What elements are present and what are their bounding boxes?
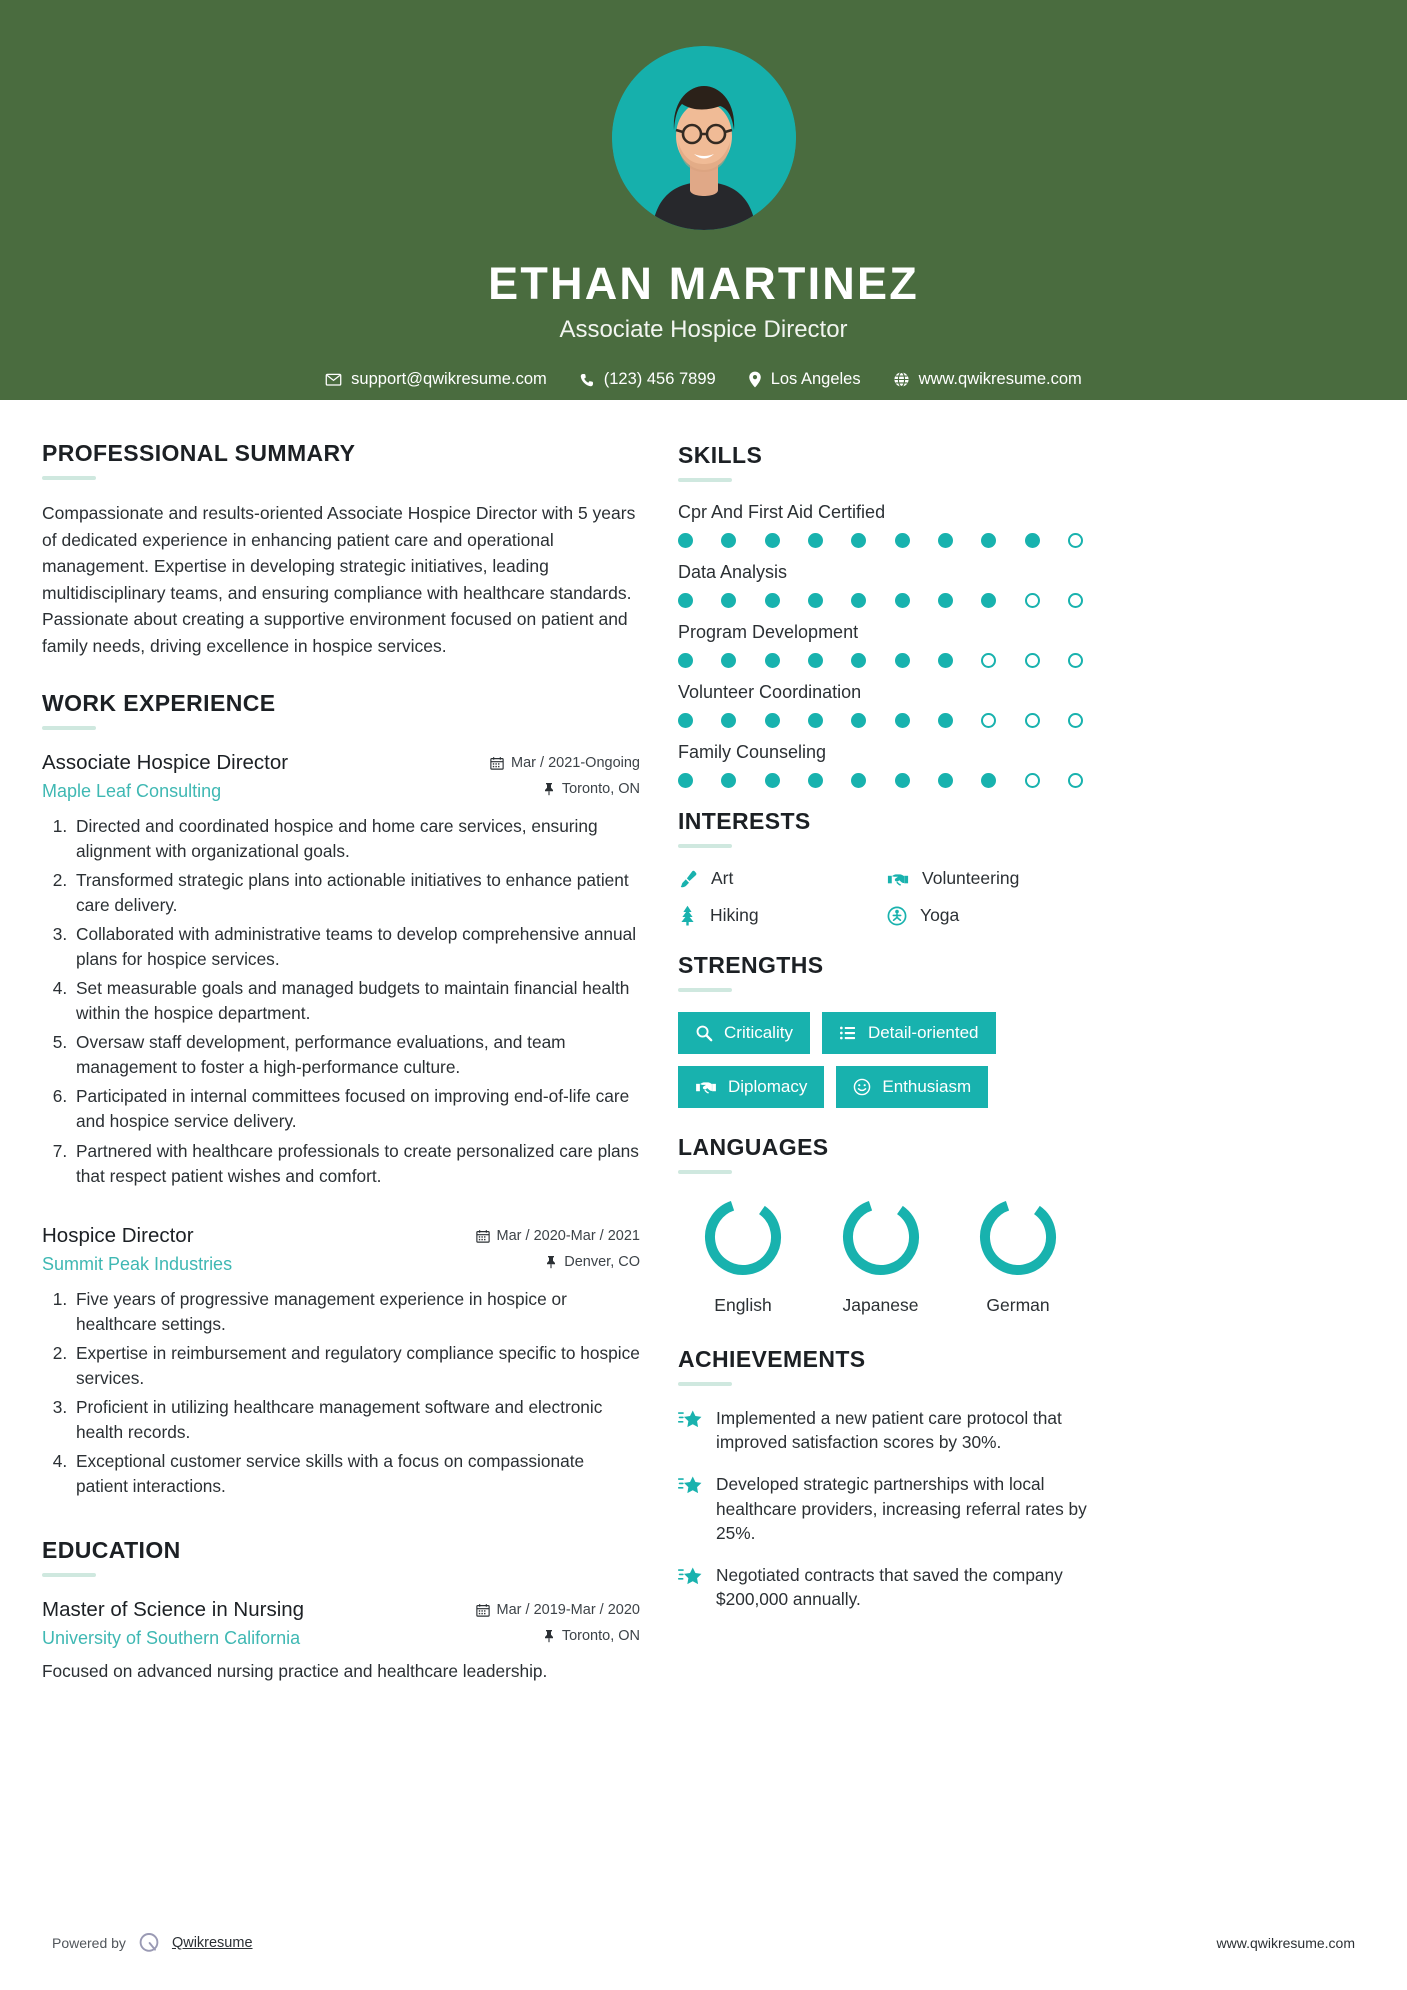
powered-by-label: Powered by — [52, 1935, 126, 1951]
strength-label: Criticality — [724, 1023, 793, 1042]
languages-list — [678, 1194, 1083, 1316]
bullet-item: 6. Participated in internal committees focused on improving end-of-life care and hospice service delivery. — [72, 1084, 640, 1134]
job-bullets — [42, 1287, 640, 1500]
contact-website[interactable] — [877, 370, 1098, 389]
skill-dot-empty — [1068, 713, 1083, 728]
language-progress-ring — [838, 1194, 924, 1280]
skill-name: Data Analysis — [678, 562, 788, 582]
skill-dot-filled — [851, 713, 866, 728]
achievements-heading: ACHIEVEMENTS — [678, 1346, 866, 1372]
strength-diplomacy[interactable] — [678, 1066, 824, 1108]
section-skills — [678, 442, 1088, 788]
language-item — [816, 1194, 946, 1316]
skill-dot-empty — [1025, 773, 1040, 788]
qwikresume-logo-icon — [136, 1930, 162, 1956]
location-pin-icon — [748, 371, 762, 388]
bullet-item: 4. Exceptional customer service skills with a focus on compassionate patient interactions. — [72, 1449, 640, 1499]
section-rule — [678, 988, 732, 992]
strength-label: Diplomacy — [728, 1077, 808, 1096]
education-meta — [476, 1597, 640, 1644]
skill-dot-filled — [808, 593, 823, 608]
contact-location[interactable] — [732, 370, 877, 389]
skill-dot-empty — [1025, 653, 1040, 668]
job-header — [42, 1223, 640, 1275]
job-location — [490, 781, 640, 797]
language-item — [678, 1194, 808, 1316]
skill-dot-filled — [721, 653, 736, 668]
section-rule — [42, 1573, 96, 1577]
smiley-icon — [853, 1078, 871, 1096]
skill-rating — [678, 593, 1083, 608]
language-progress-ring — [975, 1194, 1061, 1280]
skill-dot-filled — [981, 773, 996, 788]
bullet-item: 1. Five years of progressive management experience in hospice or healthcare settings. — [72, 1287, 640, 1337]
calendar-icon — [490, 756, 504, 770]
skill-dot-filled — [938, 773, 953, 788]
bullet-item: 3. Proficient in utilizing healthcare management software and electronic health records. — [72, 1395, 640, 1445]
education-entry — [42, 1597, 640, 1684]
globe-icon — [893, 371, 910, 388]
avatar-photo-icon — [612, 46, 796, 230]
skill-dot-filled — [678, 773, 693, 788]
languages-heading: LANGUAGES — [678, 1134, 829, 1160]
strength-enthusiasm[interactable] — [836, 1066, 988, 1108]
skill-name: Family Counseling — [678, 742, 827, 762]
bullet-item: 1. Directed and coordinated hospice and home care services, ensuring alignment with organizational goals. — [72, 814, 640, 864]
achievement-text: Developed strategic partnerships with local healthcare providers, increasing referral rates by 25%. — [716, 1474, 1087, 1543]
skill-dot-filled — [938, 533, 953, 548]
section-professional-summary — [42, 440, 640, 660]
contact-phone-value: (123) 456 7899 — [603, 370, 716, 388]
handshake-icon — [887, 869, 909, 889]
list-icon — [839, 1024, 857, 1042]
skill-dot-filled — [895, 653, 910, 668]
avatar — [612, 46, 796, 230]
job-dates-value: Mar / 2021-Ongoing — [511, 754, 640, 771]
skill-dot-filled — [765, 653, 780, 668]
contact-website-value: www.qwikresume.com — [918, 370, 1082, 388]
job-identity — [42, 1223, 232, 1275]
section-work-experience — [42, 690, 640, 1500]
skill-dot-empty — [1068, 533, 1083, 548]
skill-dot-filled — [808, 713, 823, 728]
job-location-value: Denver, CO — [564, 1253, 640, 1270]
skill-rating — [678, 533, 1083, 548]
skill-dot-filled — [765, 533, 780, 548]
language-item — [953, 1194, 1083, 1316]
language-progress-ring — [700, 1194, 786, 1280]
education-degree: Master of Science in Nursing — [42, 1598, 305, 1622]
skill-rating — [678, 653, 1083, 668]
left-column — [42, 440, 640, 1684]
job-dates — [476, 1228, 640, 1244]
yoga-icon — [887, 906, 907, 926]
skill-dot-filled — [721, 533, 736, 548]
skill-dot-empty — [1068, 593, 1083, 608]
contact-location-value: Los Angeles — [770, 370, 861, 388]
pushpin-icon — [543, 782, 555, 796]
skill-dot-filled — [981, 593, 996, 608]
skill-dot-empty — [1068, 773, 1083, 788]
skill-dot-filled — [678, 593, 693, 608]
achievement-text: Negotiated contracts that saved the company $200,000 annually. — [716, 1565, 1063, 1610]
pushpin-icon — [545, 1255, 557, 1269]
job-location-value: Toronto, ON — [561, 780, 640, 797]
job-role: Associate Hospice Director — [42, 750, 289, 774]
strength-detail-oriented[interactable] — [822, 1012, 996, 1054]
job-company: Maple Leaf Consulting — [42, 780, 222, 801]
achievement-item — [678, 1563, 1088, 1611]
skill-rating — [678, 773, 1083, 788]
skill-dot-filled — [938, 593, 953, 608]
skills-list — [678, 502, 1088, 788]
summary-heading: PROFESSIONAL SUMMARY — [42, 440, 356, 466]
skill-dot-filled — [851, 653, 866, 668]
section-rule — [678, 1382, 732, 1386]
page-footer — [0, 1930, 1407, 1956]
education-school: University of Southern California — [42, 1628, 301, 1649]
footer-url: www.qwikresume.com — [1216, 1935, 1355, 1951]
powered-by — [52, 1930, 253, 1956]
job-meta — [476, 1223, 640, 1270]
education-header — [42, 1597, 640, 1649]
job-dates-value: Mar / 2020-Mar / 2021 — [496, 1227, 640, 1244]
skill-name: Volunteer Coordination — [678, 682, 862, 702]
bullet-item: 4. Set measurable goals and managed budgets to maintain financial health within the hospice department. — [72, 976, 640, 1026]
header-job-title: Associate Hospice Director — [559, 316, 848, 343]
strength-label: Enthusiasm — [882, 1077, 972, 1096]
section-rule — [678, 478, 732, 482]
education-identity — [42, 1597, 304, 1649]
section-education — [42, 1537, 640, 1684]
skill-dot-filled — [981, 533, 996, 548]
skill-dot-filled — [721, 593, 736, 608]
paintbrush-icon — [678, 869, 698, 889]
job-dates — [490, 755, 640, 771]
education-dates — [476, 1602, 640, 1618]
skill-dot-filled — [765, 773, 780, 788]
shooting-star-icon — [678, 1566, 702, 1588]
section-rule — [678, 1170, 732, 1174]
skill-dot-filled — [895, 713, 910, 728]
skill-dot-empty — [981, 653, 996, 668]
job-identity — [42, 750, 288, 802]
skill-dot-filled — [851, 533, 866, 548]
interest-item — [678, 868, 879, 889]
bullet-item: 5. Oversaw staff development, performance evaluations, and team management to foster a high-performance culture. — [72, 1030, 640, 1080]
skill-dot-filled — [765, 713, 780, 728]
skill-dot-filled — [895, 533, 910, 548]
skill-item — [678, 562, 1088, 608]
education-location — [476, 1628, 640, 1644]
section-strengths — [678, 952, 1088, 1108]
shooting-star-icon — [678, 1409, 702, 1431]
strength-label: Detail-oriented — [867, 1023, 979, 1042]
resume-header — [0, 0, 1407, 400]
skill-item — [678, 502, 1088, 548]
section-rule — [42, 726, 96, 730]
phone-icon — [579, 372, 595, 388]
skill-dot-filled — [895, 593, 910, 608]
language-name: English — [714, 1295, 772, 1315]
bullet-item: 2. Transformed strategic plans into actionable initiatives to enhance patient care delivery. — [72, 868, 640, 918]
skill-dot-filled — [678, 713, 693, 728]
education-description: Focused on advanced nursing practice and healthcare leadership. — [42, 1661, 548, 1682]
section-interests — [678, 808, 1088, 926]
bullet-item: 7. Partnered with healthcare professionals to create personalized care plans that respect patient wishes and comfort. — [72, 1139, 640, 1189]
section-rule — [678, 844, 732, 848]
skill-dot-filled — [851, 593, 866, 608]
strengths-heading: STRENGTHS — [678, 952, 824, 978]
interest-item — [678, 905, 879, 926]
skill-dot-filled — [808, 773, 823, 788]
job-role: Hospice Director — [42, 1223, 194, 1247]
email-icon — [325, 371, 342, 388]
education-dates-value: Mar / 2019-Mar / 2020 — [496, 1602, 640, 1619]
bullet-item: 3. Collaborated with administrative teams to develop comprehensive annual plans for hospice services. — [72, 922, 640, 972]
skill-dot-empty — [1025, 713, 1040, 728]
skill-item — [678, 742, 1088, 788]
job-meta — [490, 750, 640, 797]
job-header — [42, 750, 640, 802]
skill-dot-filled — [851, 773, 866, 788]
qwikresume-link[interactable]: Qwikresume — [171, 1935, 253, 1951]
contact-email-value: support@qwikresume.com — [351, 370, 547, 388]
interest-item — [887, 868, 1088, 889]
calendar-icon — [476, 1229, 490, 1243]
calendar-icon — [476, 1603, 490, 1617]
language-name: Japanese — [842, 1295, 919, 1315]
magnifier-icon — [695, 1024, 713, 1042]
education-location-value: Toronto, ON — [561, 1628, 640, 1645]
skill-dot-filled — [938, 653, 953, 668]
language-name: German — [986, 1295, 1050, 1315]
interest-item — [887, 905, 1088, 926]
skill-dot-filled — [808, 533, 823, 548]
education-heading: EDUCATION — [42, 1537, 181, 1564]
summary-text: Compassionate and results-oriented Associate Hospice Director with 5 years of dedicated experience in enhancing patient care and operational management. Expertise in developing strategic initiatives, leading multidisciplinary teams, and ensuring compliance with healthcare standards. Passionate about creating a supportive environment focused on patient and family needs, driving excellence in hospice services. — [42, 503, 636, 656]
skill-dot-filled — [808, 653, 823, 668]
section-rule — [42, 476, 96, 480]
skill-item — [678, 622, 1088, 668]
skill-dot-filled — [678, 533, 693, 548]
interest-label: Hiking — [710, 905, 759, 925]
skills-heading: SKILLS — [678, 442, 763, 468]
contact-email[interactable] — [309, 370, 563, 389]
handshake-icon — [695, 1078, 717, 1096]
achievement-item — [678, 1406, 1088, 1454]
skill-dot-empty — [981, 713, 996, 728]
skill-dot-empty — [1068, 653, 1083, 668]
right-column — [678, 440, 1088, 1684]
job-location — [476, 1254, 640, 1270]
strength-criticality[interactable] — [678, 1012, 810, 1054]
contact-row — [0, 370, 1407, 389]
skill-item — [678, 682, 1088, 728]
achievement-text: Implemented a new patient care protocol that improved satisfaction scores by 30%. — [716, 1408, 1062, 1453]
skill-name: Program Development — [678, 622, 859, 642]
skill-dot-filled — [1025, 533, 1040, 548]
bullet-item: 2. Expertise in reimbursement and regulatory compliance specific to hospice services. — [72, 1341, 640, 1391]
pushpin-icon — [543, 1629, 555, 1643]
skill-name: Cpr And First Aid Certified — [678, 502, 886, 522]
page-title: ETHAN MARTINEZ — [488, 258, 919, 309]
interests-grid — [678, 868, 1088, 926]
skill-dot-filled — [938, 713, 953, 728]
resume-body — [0, 400, 1407, 1684]
interest-label: Art — [711, 868, 734, 888]
section-languages — [678, 1134, 1088, 1316]
section-achievements — [678, 1346, 1088, 1611]
skill-rating — [678, 713, 1083, 728]
skill-dot-empty — [1025, 593, 1040, 608]
job-company: Summit Peak Industries — [42, 1253, 233, 1274]
skill-dot-filled — [678, 653, 693, 668]
interest-label: Volunteering — [922, 868, 1020, 888]
job-entry — [42, 1223, 640, 1500]
skill-dot-filled — [895, 773, 910, 788]
strengths-list — [678, 1012, 1088, 1108]
shooting-star-icon — [678, 1475, 702, 1497]
job-entry — [42, 750, 640, 1189]
job-bullets — [42, 814, 640, 1189]
work-experience-heading: WORK EXPERIENCE — [42, 689, 276, 716]
interest-label: Yoga — [920, 905, 960, 925]
skill-dot-filled — [721, 773, 736, 788]
skill-dot-filled — [765, 593, 780, 608]
tree-icon — [678, 905, 697, 926]
skill-dot-filled — [721, 713, 736, 728]
achievement-item — [678, 1472, 1088, 1545]
interests-heading: INTERESTS — [678, 808, 811, 834]
contact-phone[interactable] — [563, 370, 732, 389]
